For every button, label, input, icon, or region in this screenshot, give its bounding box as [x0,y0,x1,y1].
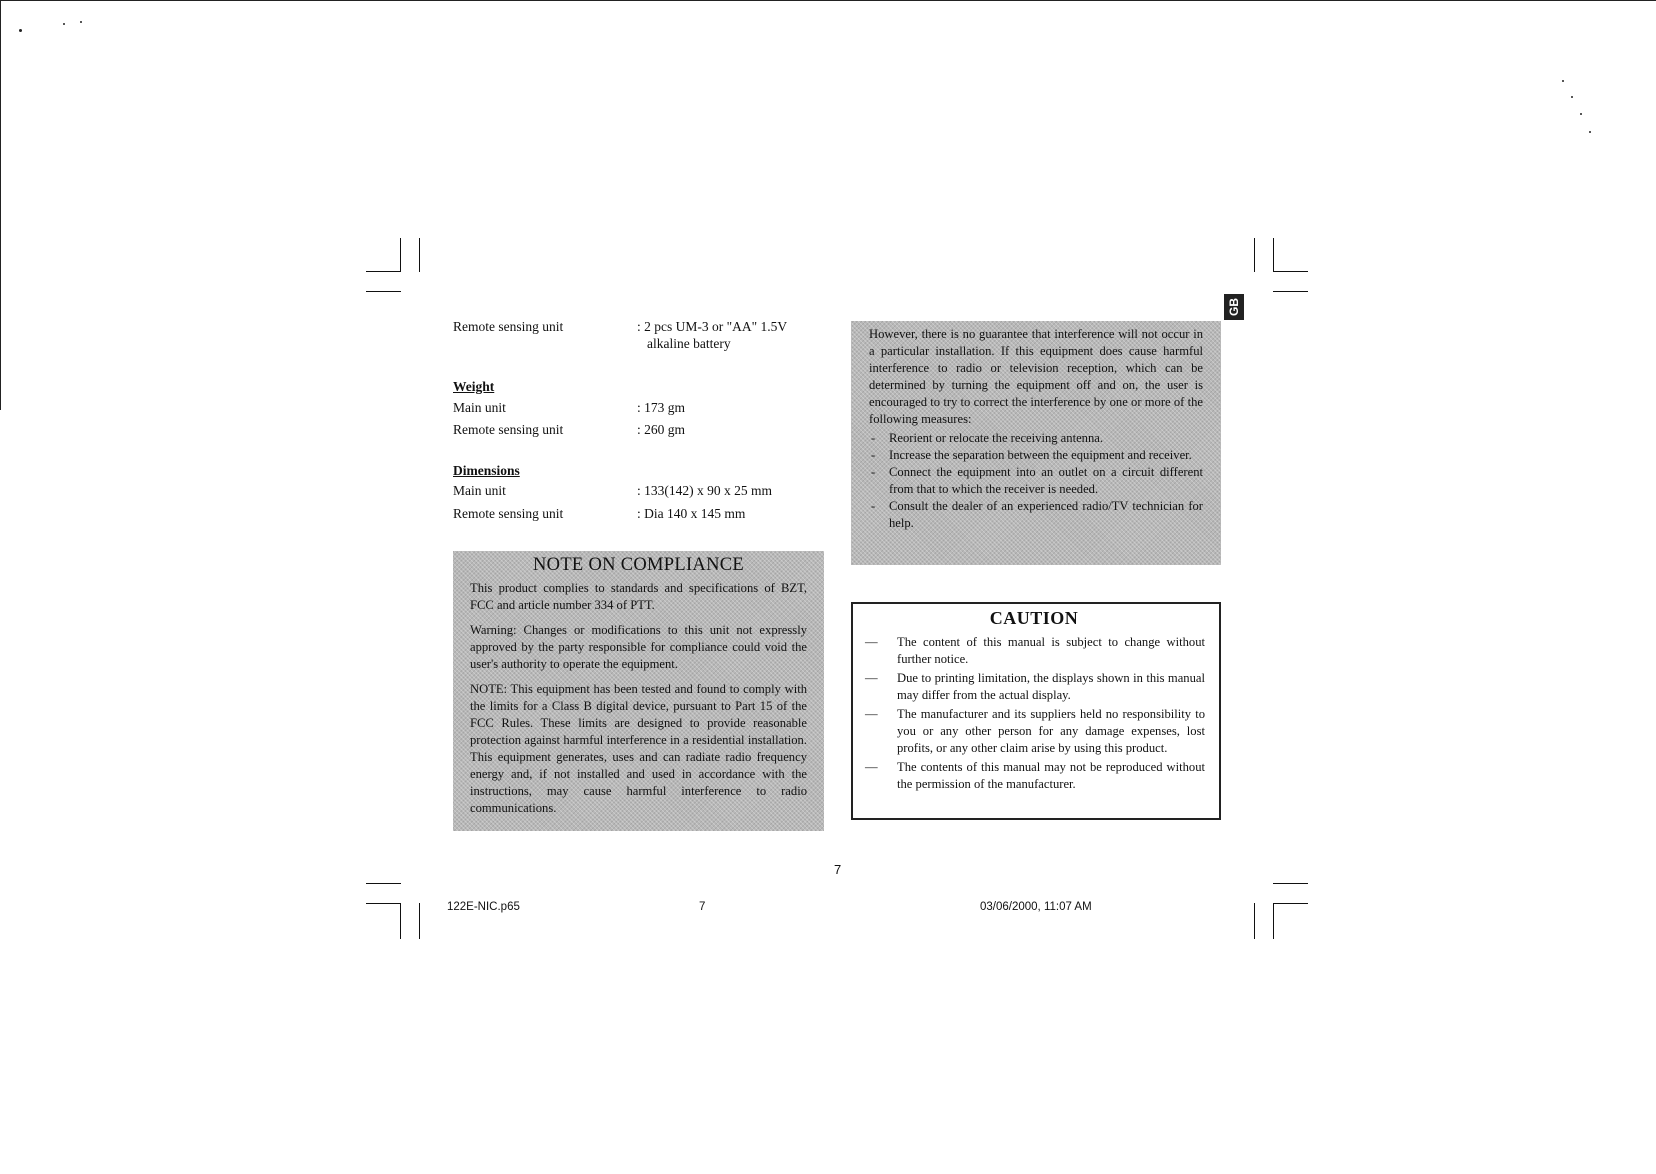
measure-item: - Reorient or relocate the receiving antenna. [869,430,1203,447]
scan-speck [1580,113,1582,115]
spec-label-remote-battery: Remote sensing unit [453,319,564,334]
dimensions-label-remote: Remote sensing unit [453,506,564,521]
page-number: 7 [834,862,842,877]
compliance-box [453,551,824,831]
language-tab [1224,294,1244,320]
footer-datetime: 03/06/2000, 11:07 AM [980,901,1092,913]
scan-speck [1562,80,1564,82]
footer-page: 7 [699,901,706,913]
caution-title: CAUTION [989,608,1079,628]
dimensions-label-main: Main unit [453,483,506,498]
dimensions-value-remote: : Dia 140 x 145 mm [637,506,746,521]
spec-value-line: : 2 pcs UM-3 or "AA" 1.5V [637,319,788,334]
spec-value-remote-battery [637,318,807,352]
language-tab-label: GB [1227,298,1241,316]
compliance-warning-text: Warning: Changes or modifications to this unit not expressly approved by the party responsible for compliance could void the user's authority to operate the equipment. [470,623,807,671]
measure-item: - Increase the separation between the equipment and receiver. [869,447,1203,464]
scan-speck [80,21,82,23]
weight-value-main: : 173 gm [637,400,686,415]
measure-item: - Connect the equipment into an outlet on a circuit different from that to which the receiver is needed. [869,464,1203,498]
caution-item: — The contents of this manual may not be reproduced without the permission of the manufacturer. [863,759,1205,793]
caution-list [863,634,1205,793]
interference-intro: However, there is no guarantee that interference will not occur in a particular installation. If this equipment does cause harmful interference to radio or television reception, which can be determined by turning the equipment off and on, the user is encouraged to try to correct the interference by one or more of the following measures: [869,327,1203,426]
footer-filename: 122E-NIC.p65 [447,901,520,913]
compliance-standards-text: This product complies to standards and specifications of BZT, FCC and article number 334 of PTT. [470,581,807,612]
caution-item: — The content of this manual is subject to change without further notice. [863,634,1205,668]
scan-speck [19,29,22,32]
compliance-title: NOTE ON COMPLIANCE [533,555,744,575]
interference-box [851,321,1221,565]
measure-item: - Consult the dealer of an experienced radio/TV technician for help. [869,498,1203,532]
measures-list [869,430,1203,532]
spec-value-line: alkaline battery [647,336,731,351]
scan-speck [1571,96,1573,98]
weight-label-main: Main unit [453,400,506,415]
caution-item: — Due to printing limitation, the displays shown in this manual may differ from the actual display. [863,670,1205,704]
dimensions-heading: Dimensions [453,463,520,478]
compliance-note-text: NOTE: This equipment has been tested and found to comply with the limits for a Class B digital device, pursuant to Part 15 of the FCC Rules. These limits are designed to provide reasonable protection against harmful interference in a residential installation. This equipment generates, uses and can radiate radio frequency energy and, if not installed and used in accordance with the instructions, may cause harmful interference to radio communications. [470,682,807,815]
scan-speck [63,23,65,25]
page-top-edge [0,0,1656,1]
caution-box [851,602,1221,820]
page-left-edge [0,0,1,410]
weight-heading: Weight [453,379,495,394]
weight-label-remote: Remote sensing unit [453,422,564,437]
caution-item: — The manufacturer and its suppliers held no responsibility to you or any other person for any damage expenses, lost profits, or any other claim arise by using this product. [863,706,1205,757]
scan-speck [1589,131,1591,133]
weight-value-remote: : 260 gm [637,422,686,437]
dimensions-value-main: : 133(142) x 90 x 25 mm [637,483,772,498]
